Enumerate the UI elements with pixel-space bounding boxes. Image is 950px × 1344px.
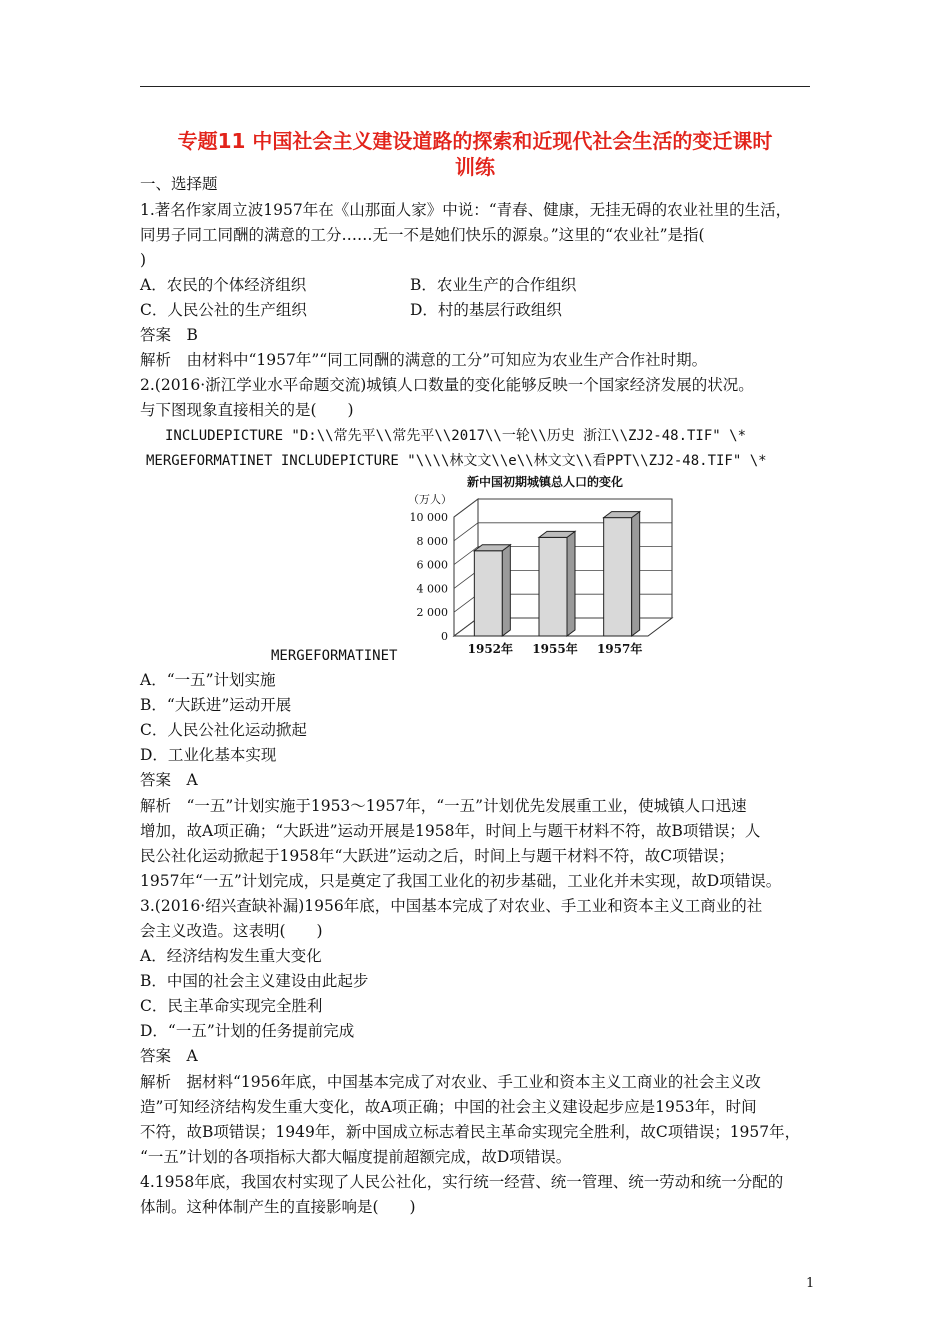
chart-y-tick-label: 0 [441, 630, 448, 643]
q3-analysis-line-4: “一五”计划的各项指标大都大幅度提前超额完成，故D项错误。 [140, 1148, 572, 1166]
chart-y-ticks [410, 511, 449, 643]
q2-answer: 答案 A [140, 771, 198, 789]
chart-bar-front [539, 537, 567, 636]
q3-answer: 答案 A [140, 1047, 198, 1065]
q3-option-d: D．“一五”计划的任务提前完成 [140, 1022, 355, 1040]
title-line-2: 训练 [455, 155, 495, 179]
q2-field-code-2: MERGEFORMATINET INCLUDEPICTURE "\\\\林文文\\e\\林文文\\看PPT\\ZJ2-48.TIF" \* [146, 453, 767, 469]
q3-option-b: B．中国的社会主义建设由此起步 [140, 972, 369, 990]
q2-analysis-line-3: 民公社化运动掀起于1958年“大跃进”运动之后，时间上与题干材料不符，故C项错误； [140, 847, 735, 865]
q2-stem-line-2: 与下图现象直接相关的是( ) [140, 401, 354, 419]
chart-bar-side [632, 512, 640, 636]
q2-analysis-line-1: 解析 “一五”计划实施于1953～1957年，“一五”计划优先发展重工业，使城镇人口迅速 [140, 797, 747, 815]
q1-stem-line-2: 同男子同工同酬的满意的工分……无一不是她们快乐的源泉。”这里的“农业社”是指( [140, 226, 705, 244]
q1-stem-line-3: ) [140, 251, 147, 269]
chart-x-tick-label: 1952年 [467, 642, 514, 656]
chart-y-axis-label: （万人） [408, 493, 452, 506]
chart-bar-side [502, 545, 510, 636]
q1-answer: 答案 B [140, 326, 198, 344]
chart-y-tick-label: 6 000 [416, 558, 448, 572]
chart-bar [539, 531, 575, 636]
q2-analysis-line-4: 1957年“一五”计划完成，只是奠定了我国工业化的初步基础，工业化并未实现，故D项错误。 [140, 872, 782, 890]
q2-option-a: A．“一五”计划实施 [140, 671, 276, 689]
chart-title: 新中国初期城镇总人口的变化 [466, 475, 624, 489]
chart-x-ticks [468, 641, 643, 656]
q4-stem-line-1: 4.1958年底，我国农村实现了人民公社化，实行统一经营、统一管理、统一劳动和统一分配的 [140, 1173, 784, 1191]
chart-y-tick-label: 2 000 [416, 606, 448, 620]
chart-bar-front [604, 518, 632, 636]
section-heading: 一、选择题 [140, 175, 218, 193]
chart-bar [604, 512, 640, 636]
title-line-1: 专题11 中国社会主义建设道路的探索和近现代社会生活的变迁课时 [177, 129, 773, 153]
q2-option-b: B．“大跃进”运动开展 [140, 696, 292, 714]
document-title [140, 128, 810, 180]
chart-x-tick-label: 1955年 [532, 642, 578, 656]
q1-analysis: 解析 由材料中“1957年”“同工同酬的满意的工分”可知应为农业生产合作社时期。 [140, 351, 708, 369]
population-bar-chart [370, 472, 690, 662]
q2-field-code-3: MERGEFORMATINET [271, 648, 398, 664]
q3-option-a: A．经济结构发生重大变化 [140, 947, 322, 965]
q1-stem-line-1: 1.著名作家周立波1957年在《山那面人家》中说：“青春、健康，无挂无碍的农业社里的生活， [140, 201, 792, 219]
chart-bar [474, 545, 510, 636]
chart-x-tick-label: 1957年 [596, 642, 643, 656]
q2-field-code-1: INCLUDEPICTURE "D:\\常先平\\常先平\\2017\\一轮\\历史 浙江\\ZJ2-48.TIF" \* [165, 428, 747, 444]
q3-stem-line-1: 3.(2016·绍兴查缺补漏)1956年底，中国基本完成了对农业、手工业和资本主义工商业的社 [140, 897, 763, 915]
chart-y-tick-label: 4 000 [416, 582, 448, 596]
q3-analysis-line-2: 造”可知经济结构发生重大变化，故A项正确；中国的社会主义建设起步应是1953年，时间 [140, 1098, 757, 1116]
page-number: 1 [806, 1276, 815, 1291]
q1-option-d: D．村的基层行政组织 [410, 301, 562, 319]
q2-analysis-line-2: 增加，故A项正确；“大跃进”运动开展是1958年，时间上与题干材料不符，故B项错误；人 [140, 822, 761, 840]
q2-stem-line-1: 2.(2016·浙江学业水平命题交流)城镇人口数量的变化能够反映一个国家经济发展的状况。 [140, 376, 754, 394]
q2-option-d: D．工业化基本实现 [140, 746, 277, 764]
q3-analysis-line-1: 解析 据材料“1956年底，中国基本完成了对农业、手工业和资本主义工商业的社会主义改 [140, 1073, 761, 1091]
q1-option-c: C．人民公社的生产组织 [140, 301, 307, 319]
q1-option-b: B．农业生产的合作组织 [410, 276, 577, 294]
q3-analysis-line-3: 不符，故B项错误；1949年，新中国成立标志着民主革命实现完全胜利，故C项错误；1957年， [140, 1123, 801, 1141]
chart-bar-front [474, 551, 502, 636]
chart-y-tick-label: 8 000 [416, 534, 448, 548]
q3-option-c: C．民主革命实现完全胜利 [140, 997, 323, 1015]
q4-stem-line-2: 体制。这种体制产生的直接影响是( ) [140, 1198, 416, 1216]
header-rule [140, 86, 810, 87]
q2-option-c: C．人民公社化运动掀起 [140, 721, 307, 739]
q1-option-a: A．农民的个体经济组织 [140, 276, 307, 294]
chart-y-tick-label: 10 000 [409, 511, 448, 524]
q3-stem-line-2: 会主义改造。这表明( ) [140, 922, 323, 940]
chart-bar-side [567, 531, 575, 636]
